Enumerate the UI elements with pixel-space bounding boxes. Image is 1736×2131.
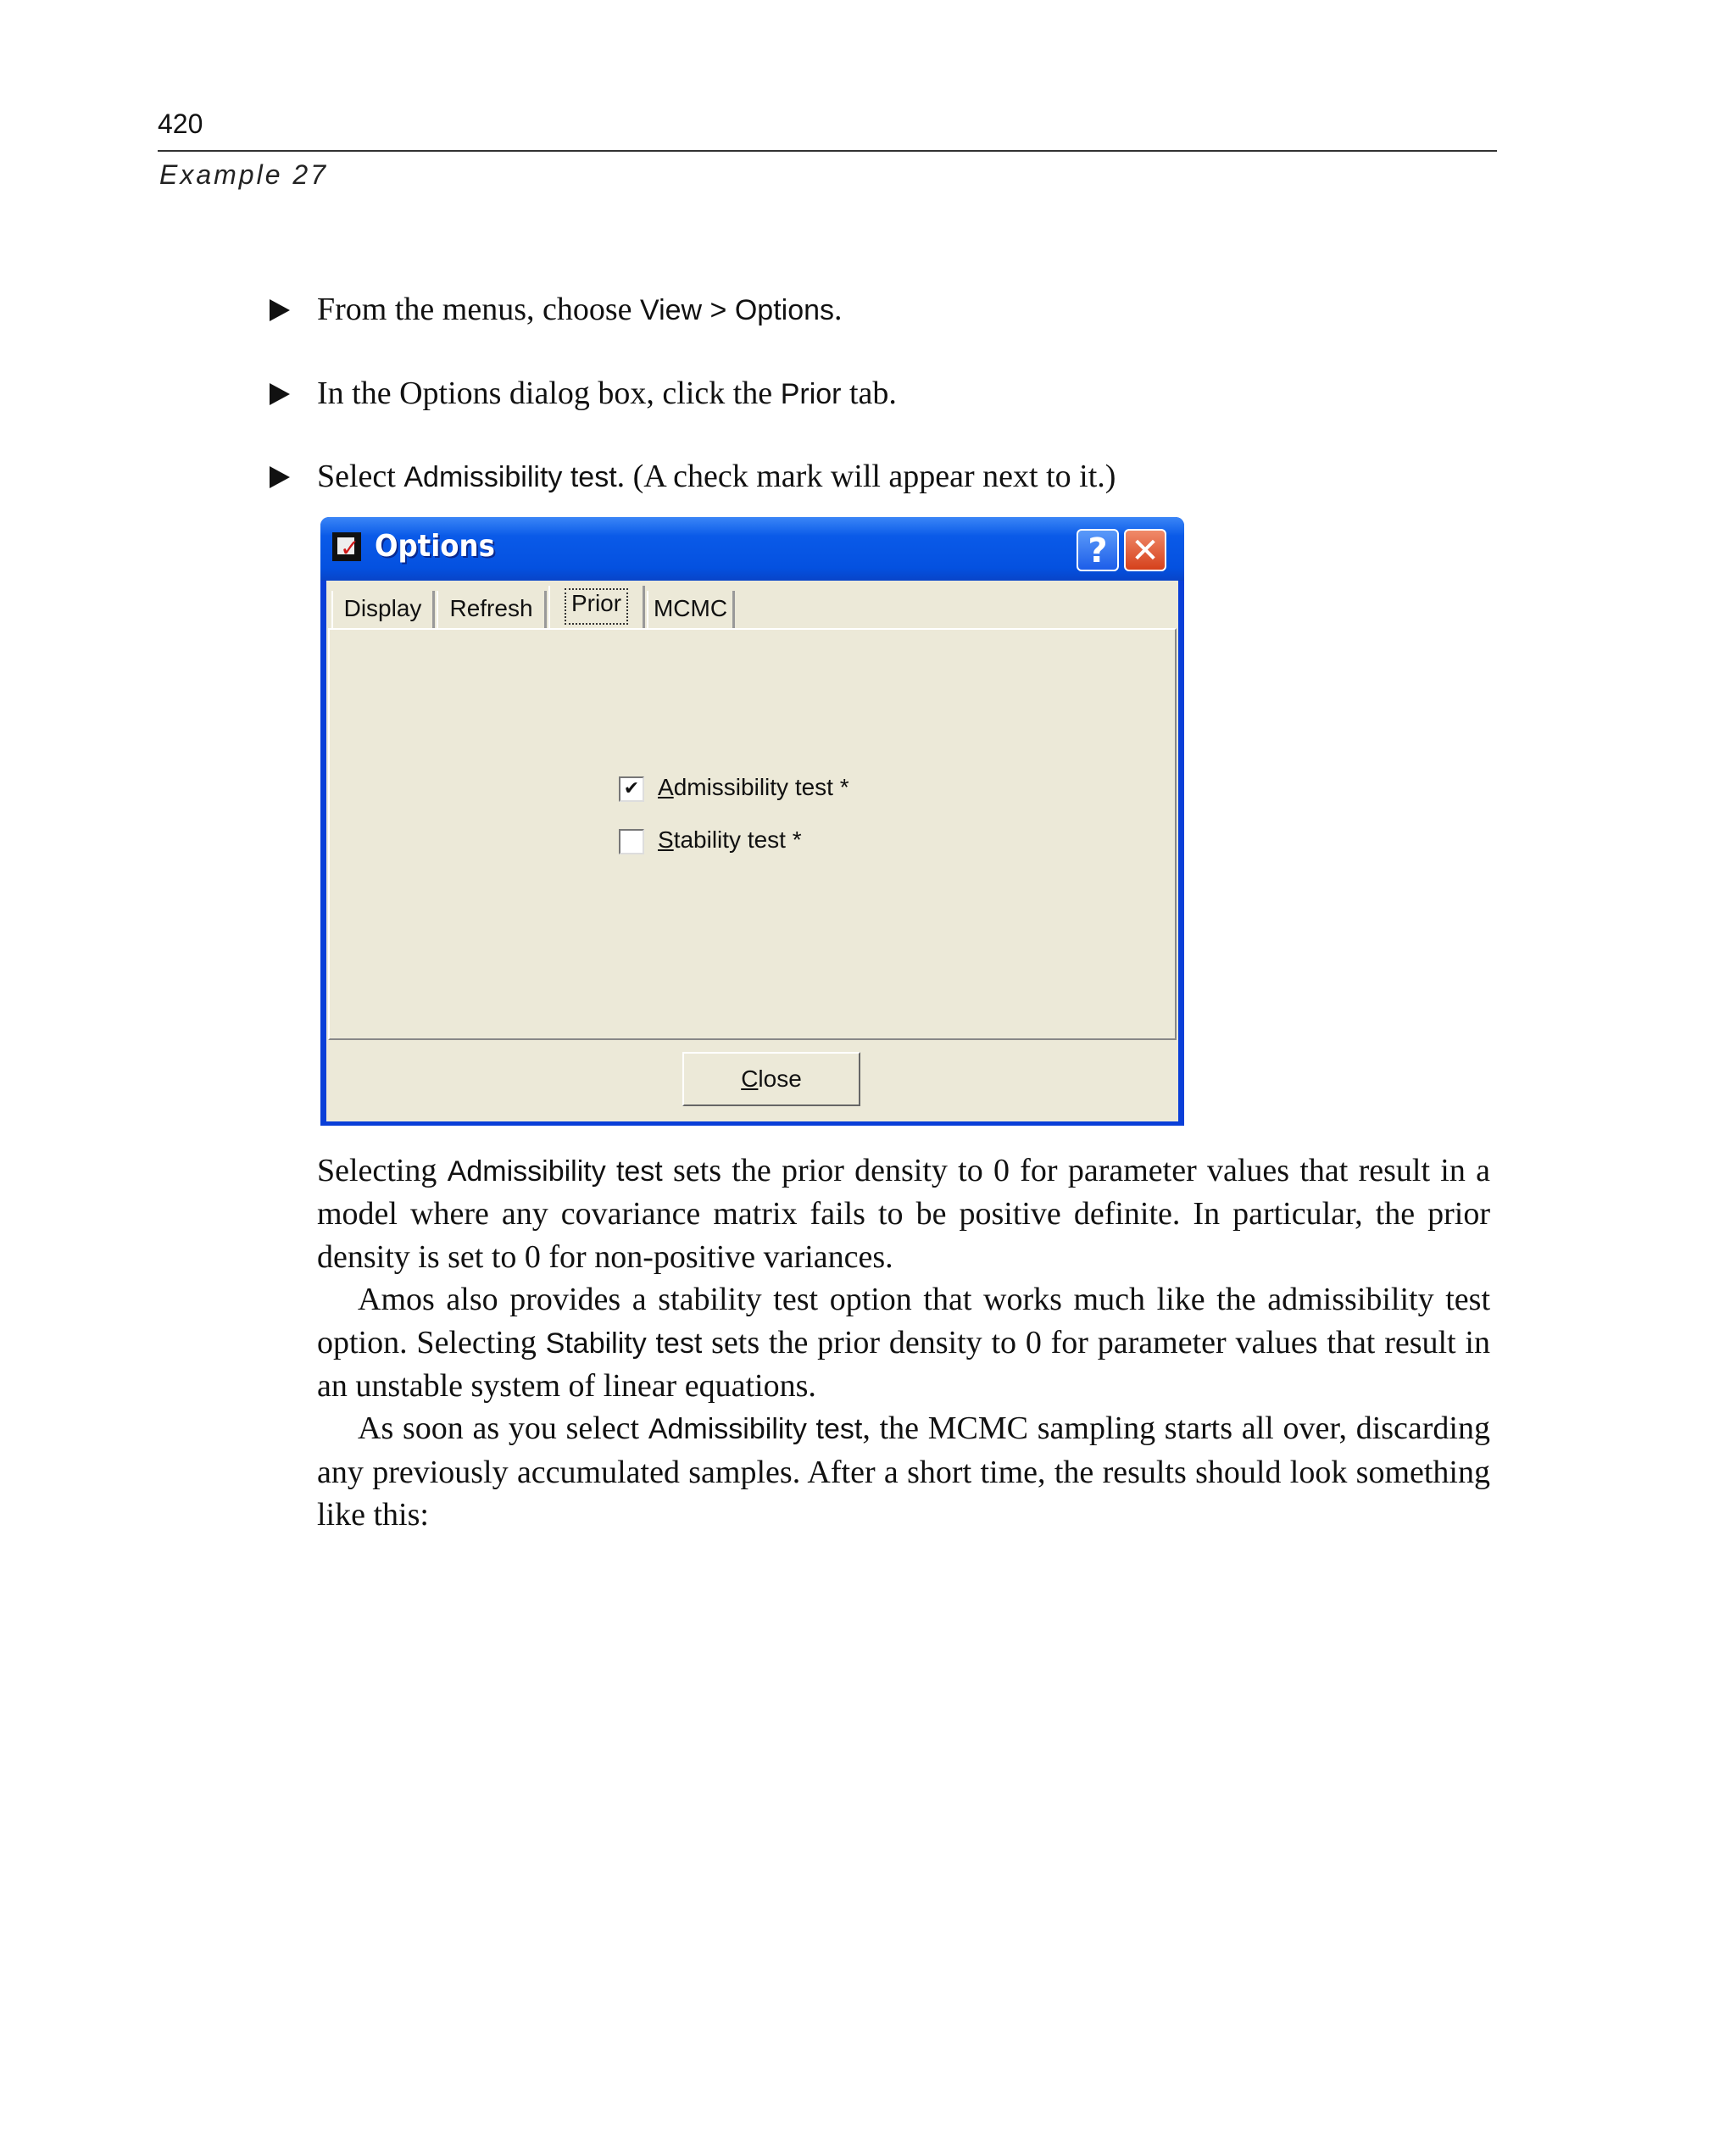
- tab-refresh[interactable]: Refresh: [437, 591, 547, 628]
- step-text: In the Options dialog box, click the: [317, 376, 781, 411]
- mnemonic: S: [658, 826, 674, 853]
- tab-display[interactable]: Display: [331, 591, 435, 628]
- paragraph: [317, 1278, 1490, 1407]
- text: sets the prior density to 0 for parameter values that result in a model where any covariance matrix fails to be positive definite. In particular, the prior density is set to 0 for non-positive variances.: [317, 1153, 1491, 1275]
- checkmark-app-icon: ✓: [332, 532, 361, 561]
- step-text: tab.: [841, 376, 897, 411]
- ui-term: Prior: [780, 378, 842, 410]
- step-text: . (A check mark will appear next to it.): [616, 459, 1116, 494]
- bullet-triangle-icon: [270, 466, 290, 488]
- text: Selecting: [317, 1153, 448, 1188]
- tab-prior[interactable]: [548, 586, 645, 630]
- dialog-body: [326, 581, 1178, 1121]
- header-rule: [158, 150, 1497, 152]
- checkbox-label: dmissibility test *: [673, 774, 849, 800]
- text: Amos also provides a stability test option that works much like the admissibility test option. Selecting: [317, 1282, 1490, 1360]
- help-button[interactable]: ?: [1077, 529, 1119, 571]
- step-2: [270, 375, 897, 413]
- ui-term: View > Options: [640, 294, 835, 326]
- checkbox-label: tability test *: [673, 826, 802, 853]
- text: , the MCMC sampling starts all over, discarding any previously accumulated samples. After a short time, the results should look something like this:: [317, 1410, 1490, 1533]
- step-3: [270, 458, 1116, 496]
- options-dialog: [320, 517, 1184, 1126]
- checkbox-checked-icon[interactable]: ✔: [619, 776, 644, 802]
- text: sets the prior density to 0 for parameter values that result in an unstable system of linear equations.: [317, 1324, 1490, 1405]
- body-text: [317, 1149, 1490, 1537]
- title-bar[interactable]: [320, 517, 1184, 581]
- mnemonic: C: [741, 1066, 759, 1092]
- paragraph: [317, 1407, 1490, 1536]
- admissibility-test-checkbox[interactable]: [619, 774, 849, 802]
- button-label: lose: [758, 1066, 802, 1092]
- step-1: [270, 291, 843, 329]
- running-head: Example 27: [159, 159, 328, 190]
- tab-mcmc[interactable]: MCMC: [647, 591, 735, 628]
- ui-term: Admissibility test: [403, 461, 617, 493]
- step-text: From the menus, choose: [317, 292, 641, 327]
- checkbox-unchecked-icon[interactable]: [619, 829, 644, 854]
- close-icon[interactable]: ✕: [1124, 529, 1166, 571]
- prior-tab-panel: [328, 628, 1177, 1040]
- bullet-triangle-icon: [270, 299, 290, 321]
- dialog-title: Options: [375, 529, 495, 564]
- paragraph: [317, 1149, 1490, 1278]
- mnemonic: A: [658, 774, 674, 800]
- text: As soon as you select: [358, 1410, 648, 1447]
- ui-term: Admissibility test: [447, 1155, 663, 1188]
- stability-test-checkbox[interactable]: [619, 826, 802, 854]
- page-number: 420: [158, 108, 203, 139]
- step-text: .: [834, 292, 843, 327]
- ui-term: Admissibility test: [648, 1413, 863, 1446]
- close-button[interactable]: [682, 1052, 860, 1106]
- tab-label: Prior: [565, 588, 628, 625]
- step-text: Select: [317, 459, 404, 494]
- ui-term: Stability test: [545, 1327, 703, 1360]
- bullet-triangle-icon: [270, 383, 290, 405]
